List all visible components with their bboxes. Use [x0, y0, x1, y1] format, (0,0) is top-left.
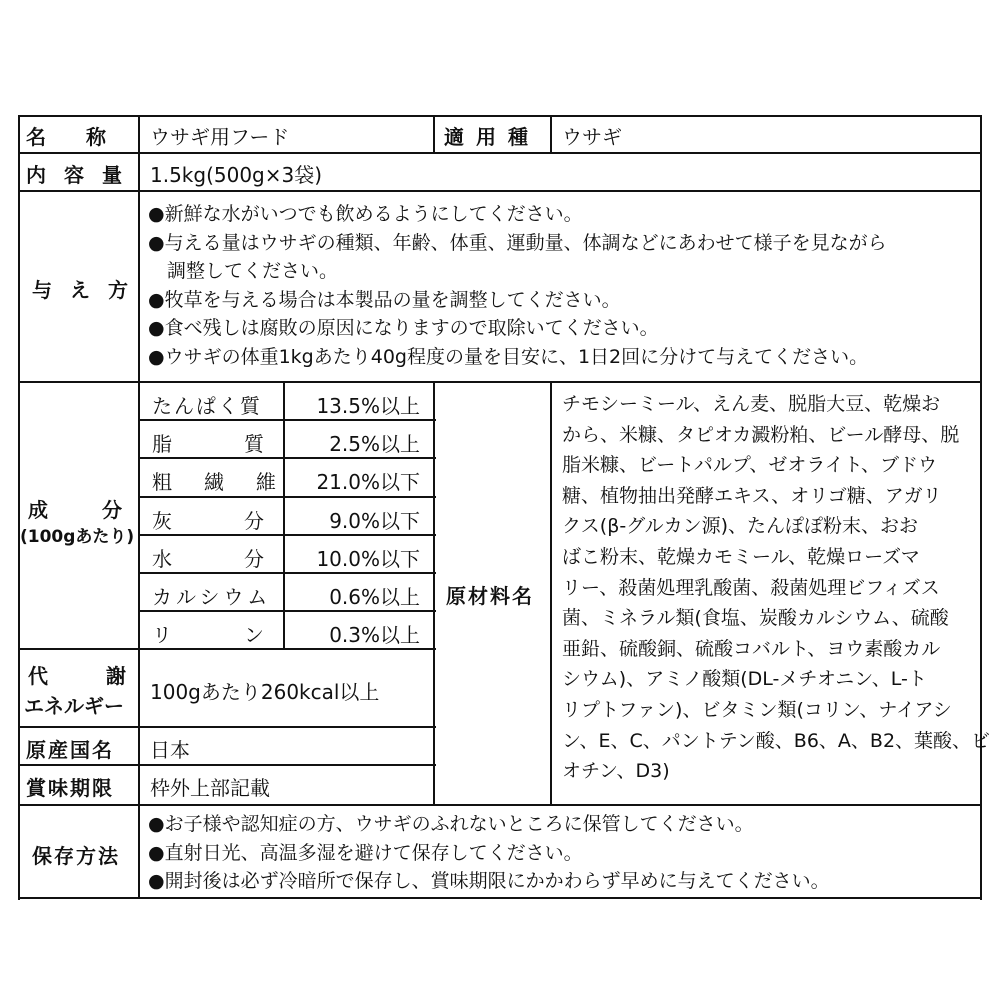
feeding-label: 与え方	[32, 278, 146, 302]
expiry-value: 枠外上部記載	[150, 776, 270, 800]
feeding-line: ●与える量はウサギの種類、年齢、体重、運動量、体調などにあわせて様子を見ながら	[148, 231, 887, 254]
name-value: ウサギ用フード	[150, 125, 290, 149]
materials-line: ばこ粉末、乾燥カモミール、乾燥ローズマ	[562, 545, 920, 568]
materials-line: 菌、ミネラル類(食塩、炭酸カルシウム、硫酸	[562, 607, 949, 630]
storage-line: ●開封後は必ず冷暗所で保存し、賞味期限にかかわらず早めに与えてください。	[148, 870, 830, 892]
name-label	[26, 121, 146, 150]
component-name: リン	[152, 623, 336, 647]
component-name: 脂質	[152, 432, 336, 456]
materials-line: 脂米糠、ビートパルプ、ゼオライト、ブドウ	[562, 454, 938, 477]
expiry-label: 賞味期限	[26, 776, 114, 800]
component-name: 灰分	[152, 509, 336, 533]
row-divider	[18, 648, 436, 650]
materials-label: 原材料名	[446, 584, 534, 608]
component-value: 0.3%以上	[329, 623, 420, 647]
storage-label: 保存方法	[32, 844, 120, 868]
materials-line: 糖、植物抽出発酵エキス、オリゴ糖、アガリ	[562, 484, 942, 507]
storage-line: ●直射日光、高温多湿を避けて保存してください。	[148, 841, 583, 864]
materials-line: リプトファン)、ビタミン類(コリン、ナイアシ	[562, 698, 952, 721]
energy-label-line1: 代謝	[28, 664, 184, 688]
component-name: 粗繊維	[152, 470, 308, 494]
materials-list	[562, 389, 990, 787]
name-label-text: 名称	[26, 125, 146, 149]
species-value: ウサギ	[562, 125, 622, 149]
components-sub-label: (100gあたり)	[20, 527, 135, 547]
row-divider	[18, 726, 436, 728]
component-value: 2.5%以上	[329, 432, 420, 456]
storage-line: ●お子様や認知症の方、ウサギのふれないところに保管してください。	[148, 813, 754, 835]
col-divider	[433, 381, 435, 805]
component-value: 9.0%以下	[329, 509, 420, 533]
component-name: 水分	[152, 547, 336, 571]
origin-label: 原産国名	[26, 738, 114, 762]
feeding-line: ●新鮮な水がいつでも飲めるようにしてください。	[148, 203, 583, 225]
materials-line: チモシーミール、えん麦、脱脂大豆、乾燥お	[562, 393, 941, 415]
col-divider	[550, 381, 552, 805]
component-name: カルシウム	[152, 585, 272, 609]
feeding-line: ●牧草を与える場合は本製品の量を調整してください。	[148, 288, 621, 311]
col-divider	[550, 115, 552, 153]
row-divider	[140, 419, 436, 421]
row-divider	[18, 804, 982, 806]
materials-line: から、米糠、タピオカ澱粉粕、ビール酵母、脱	[562, 423, 960, 446]
row-divider	[18, 152, 982, 154]
content-label: 内容量	[26, 163, 140, 187]
origin-value: 日本	[150, 738, 190, 762]
storage-instructions	[148, 810, 830, 896]
content-value: 1.5kg(500g×3袋)	[150, 163, 323, 187]
row-divider	[140, 610, 436, 612]
components-label: 成分	[28, 498, 176, 522]
row-divider	[140, 496, 436, 498]
component-value: 10.0%以下	[316, 547, 420, 571]
materials-line: リー、殺菌処理乳酸菌、殺菌処理ビフィズス	[562, 576, 940, 599]
col-divider	[433, 115, 435, 153]
component-value: 13.5%以上	[316, 394, 420, 418]
row-divider	[140, 572, 436, 574]
component-value: 21.0%以下	[316, 470, 420, 494]
materials-line: シウム)、アミノ酸類(DL-メチオニン、L-ト	[562, 668, 927, 691]
species-label: 適用種	[444, 125, 540, 149]
component-value: 0.6%以上	[329, 585, 420, 609]
component-name: たんぱく質	[152, 394, 262, 418]
row-divider	[18, 764, 436, 766]
feeding-line: ●ウサギの体重1kgあたり40g程度の量を目安に、1日2回に分けて与えてください。	[148, 345, 869, 368]
materials-line: 亜鉛、硫酸銅、硫酸コバルト、ヨウ素酸カル	[562, 637, 941, 660]
materials-line: クス(β-グルカン源)、たんぽぽ粉末、おお	[562, 515, 919, 538]
row-divider	[18, 897, 982, 899]
energy-value: 100gあたり260kcal以上	[150, 680, 380, 704]
row-divider	[140, 457, 436, 459]
energy-label-line2: エネルギー	[24, 694, 124, 718]
feeding-line: ●食べ残しは腐敗の原因になりますので取除いてください。	[148, 317, 659, 339]
row-divider	[18, 381, 982, 383]
row-divider	[18, 190, 982, 192]
materials-line: オチン、D3)	[562, 760, 670, 783]
row-divider	[140, 534, 436, 536]
feeding-instructions	[148, 200, 887, 371]
materials-line: ン、E、C、パントテン酸、B6、A、B2、葉酸、ビ	[562, 729, 991, 752]
feeding-line: 調整してください。	[148, 260, 339, 282]
